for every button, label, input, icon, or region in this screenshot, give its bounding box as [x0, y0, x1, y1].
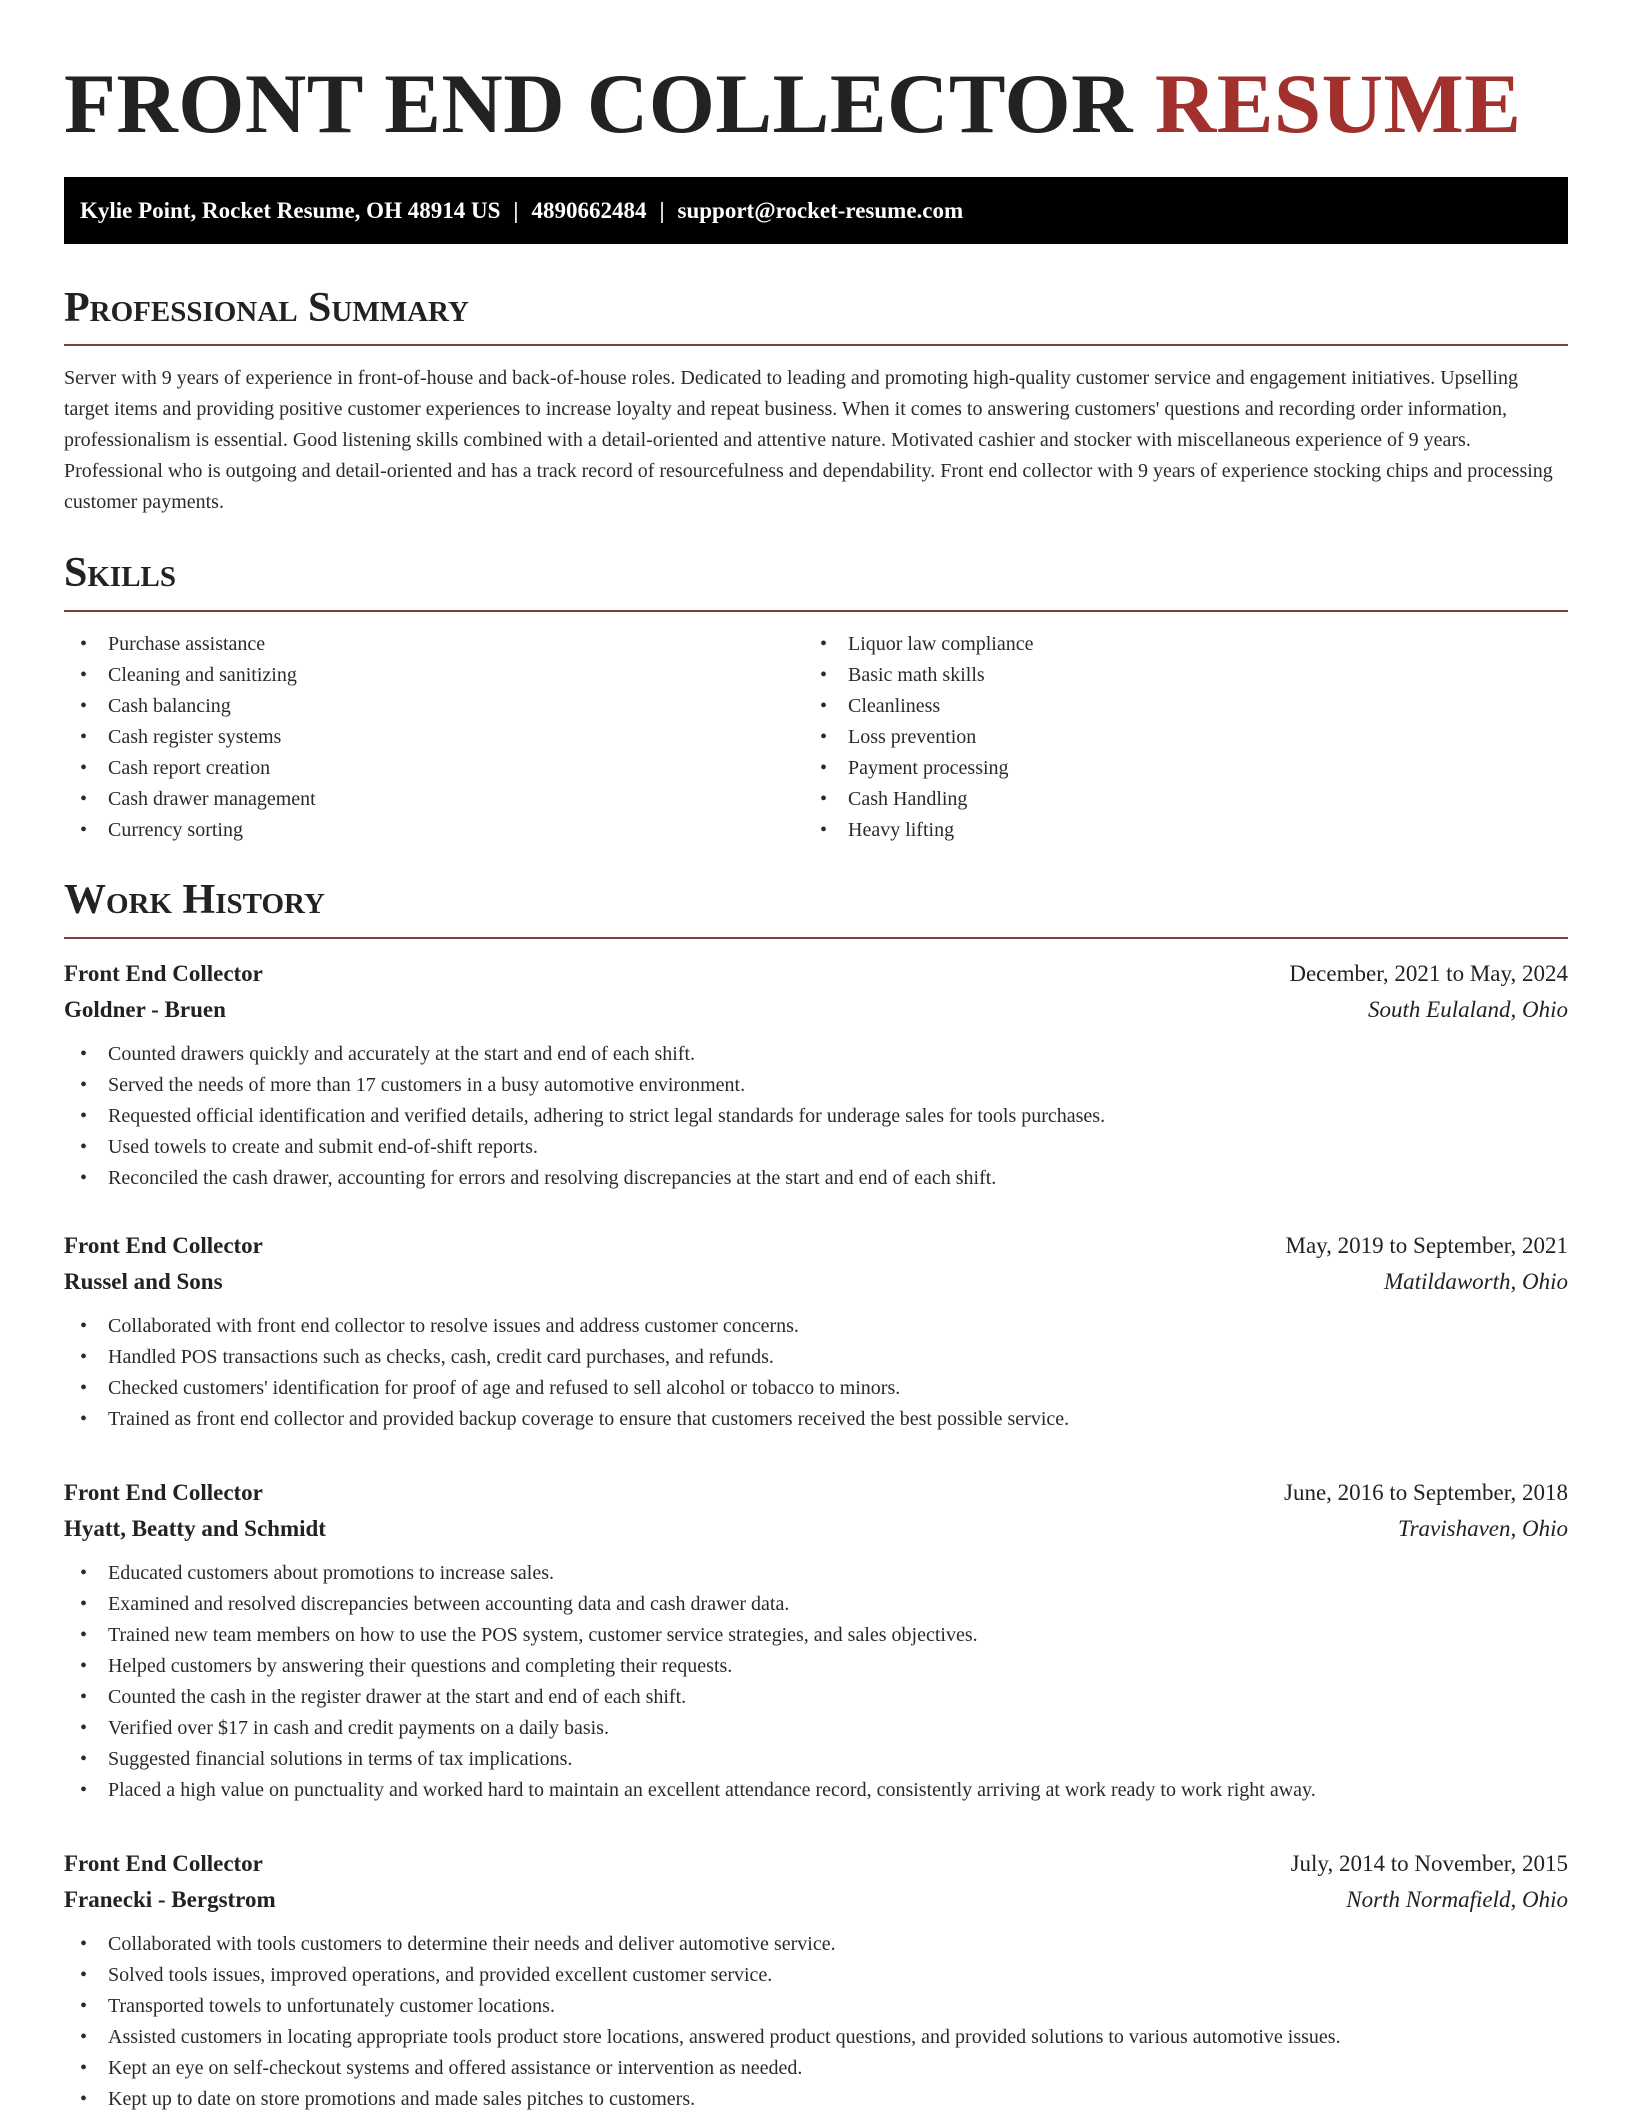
skill-item: • Cleanliness: [804, 691, 1544, 722]
job-duty: • Solved tools issues, improved operations, and provided excellent customer service.: [64, 1960, 1568, 1991]
summary-heading: Professional Summary: [64, 285, 469, 331]
skills-heading: Skills: [64, 550, 177, 596]
resume-title: [64, 56, 1568, 152]
job-subheader: [64, 992, 1568, 1028]
job-location: North Normafield, Ohio: [1346, 1887, 1568, 1912]
job-subheader: [64, 1882, 1568, 1918]
job-duty: • Transported towels to unfortunately customer locations.: [64, 1991, 1568, 2022]
job-duty: • Helped customers by answering their questions and completing their requests.: [64, 1651, 1568, 1682]
job-duty: • Used towels to create and submit end-of-shift reports.: [64, 1132, 1568, 1163]
job-duties: [64, 1929, 1568, 2112]
job-duty: • Kept up to date on store promotions and made sales pitches to customers.: [64, 2084, 1568, 2112]
job-company: Goldner - Bruen: [64, 997, 226, 1022]
skill-item: • Purchase assistance: [64, 629, 804, 660]
job-location: Travishaven, Ohio: [1398, 1516, 1568, 1541]
contact-email[interactable]: support@rocket-resume.com: [677, 198, 964, 223]
contact-phone: 4890662484: [531, 198, 647, 223]
job-duty: • Counted drawers quickly and accurately at the start and end of each shift.: [64, 1039, 1568, 1070]
job-duty: • Trained new team members on how to use the POS system, customer service strategies, and sales objectives.: [64, 1620, 1568, 1651]
job-duty: • Assisted customers in locating appropriate tools product store locations, answered product questions, and provided solutions to various automotive issues.: [64, 2022, 1568, 2053]
contact-separator: |: [513, 198, 519, 223]
skill-item: • Liquor law compliance: [804, 629, 1544, 660]
contact-address: Kylie Point, Rocket Resume, OH 48914 US: [80, 198, 501, 223]
skill-item: • Cash register systems: [64, 722, 804, 753]
job-header: [64, 1475, 1568, 1511]
skills-column-left: [64, 629, 804, 846]
job-duty: • Served the needs of more than 17 customers in a busy automotive environment.: [64, 1070, 1568, 1101]
job-subheader: [64, 1264, 1568, 1300]
job-duty: • Collaborated with tools customers to determine their needs and deliver automotive service.: [64, 1929, 1568, 1960]
job-duties: [64, 1039, 1568, 1194]
job-location: South Eulaland, Ohio: [1368, 997, 1568, 1022]
resume-page: [64, 0, 1568, 2112]
job-role: Front End Collector: [64, 961, 263, 986]
job-dates: June, 2016 to September, 2018: [1284, 1480, 1568, 1505]
job-duty: • Educated customers about promotions to increase sales.: [64, 1558, 1568, 1589]
skill-item: • Heavy lifting: [804, 815, 1544, 846]
job-duties: [64, 1558, 1568, 1806]
section-divider: [64, 937, 1568, 939]
skill-item: • Cleaning and sanitizing: [64, 660, 804, 691]
job-subheader: [64, 1511, 1568, 1547]
job-duty: • Collaborated with front end collector to resolve issues and address customer concerns.: [64, 1311, 1568, 1342]
job-role: Front End Collector: [64, 1233, 263, 1258]
job-duty: • Trained as front end collector and provided backup coverage to ensure that customers received the best possible service.: [64, 1404, 1568, 1435]
job-dates: December, 2021 to May, 2024: [1289, 961, 1568, 986]
skills-list: [64, 629, 1568, 846]
job-header: [64, 956, 1568, 992]
job-duty: • Requested official identification and verified details, adhering to strict legal standards for underage sales for tools purchases.: [64, 1101, 1568, 1132]
job-duty: • Reconciled the cash drawer, accounting for errors and resolving discrepancies at the start and end of each shift.: [64, 1163, 1568, 1194]
skill-item: • Cash Handling: [804, 784, 1544, 815]
job-header: [64, 1846, 1568, 1882]
section-divider: [64, 344, 1568, 346]
job-dates: May, 2019 to September, 2021: [1285, 1233, 1568, 1258]
contact-bar: [64, 177, 1568, 244]
job-role: Front End Collector: [64, 1480, 263, 1505]
job-dates: July, 2014 to November, 2015: [1290, 1851, 1568, 1876]
contact-separator: |: [659, 198, 665, 223]
job-duty: • Placed a high value on punctuality and worked hard to maintain an excellent attendance record, consistently arriving at work ready to work right away.: [64, 1775, 1568, 1806]
skill-item: • Basic math skills: [804, 660, 1544, 691]
title-main: FRONT END COLLECTOR: [64, 57, 1134, 151]
job-entry: [64, 956, 1568, 1194]
skill-item: • Cash balancing: [64, 691, 804, 722]
job-entry: [64, 1228, 1568, 1435]
job-duty: • Verified over $17 in cash and credit payments on a daily basis.: [64, 1713, 1568, 1744]
job-location: Matildaworth, Ohio: [1383, 1269, 1568, 1294]
job-header: [64, 1228, 1568, 1264]
job-duty: • Kept an eye on self-checkout systems and offered assistance or intervention as needed.: [64, 2053, 1568, 2084]
job-duty: • Handled POS transactions such as checks, cash, credit card purchases, and refunds.: [64, 1342, 1568, 1373]
job-duty: • Suggested financial solutions in terms of tax implications.: [64, 1744, 1568, 1775]
job-duty: • Counted the cash in the register drawer at the start and end of each shift.: [64, 1682, 1568, 1713]
section-divider: [64, 610, 1568, 612]
title-accent: RESUME: [1154, 57, 1522, 151]
skill-item: • Loss prevention: [804, 722, 1544, 753]
job-duties: [64, 1311, 1568, 1435]
skill-item: • Currency sorting: [64, 815, 804, 846]
job-role: Front End Collector: [64, 1851, 263, 1876]
job-company: Russel and Sons: [64, 1269, 223, 1294]
job-company: Hyatt, Beatty and Schmidt: [64, 1516, 326, 1541]
summary-text: Server with 9 years of experience in front-of-house and back-of-house roles. Dedicated to leading and promoting high-quality customer service and engagement initiatives. Upselling target items and providing positive customer experiences to increase loyalty and repeat business. When it comes to answering customers' questions and recording order information, professionalism is essential. Good listening skills combined with a detail-oriented and attentive nature. Motivated cashier and stocker with miscellaneous experience of 9 years. Professional who is outgoing and detail-oriented and has a track record of resourcefulness and dependability. Front end collector with 9 years of experience stocking chips and processing customer payments.: [64, 367, 1553, 513]
skills-column-right: [804, 629, 1544, 846]
skill-item: • Cash drawer management: [64, 784, 804, 815]
job-duty: • Examined and resolved discrepancies between accounting data and cash drawer data.: [64, 1589, 1568, 1620]
job-company: Franecki - Bergstrom: [64, 1887, 276, 1912]
skill-item: • Cash report creation: [64, 753, 804, 784]
job-entry: [64, 1475, 1568, 1806]
work-history-heading: Work History: [64, 877, 325, 923]
job-entry: [64, 1846, 1568, 2112]
job-duty: • Checked customers' identification for proof of age and refused to sell alcohol or tobacco to minors.: [64, 1373, 1568, 1404]
skill-item: • Payment processing: [804, 753, 1544, 784]
